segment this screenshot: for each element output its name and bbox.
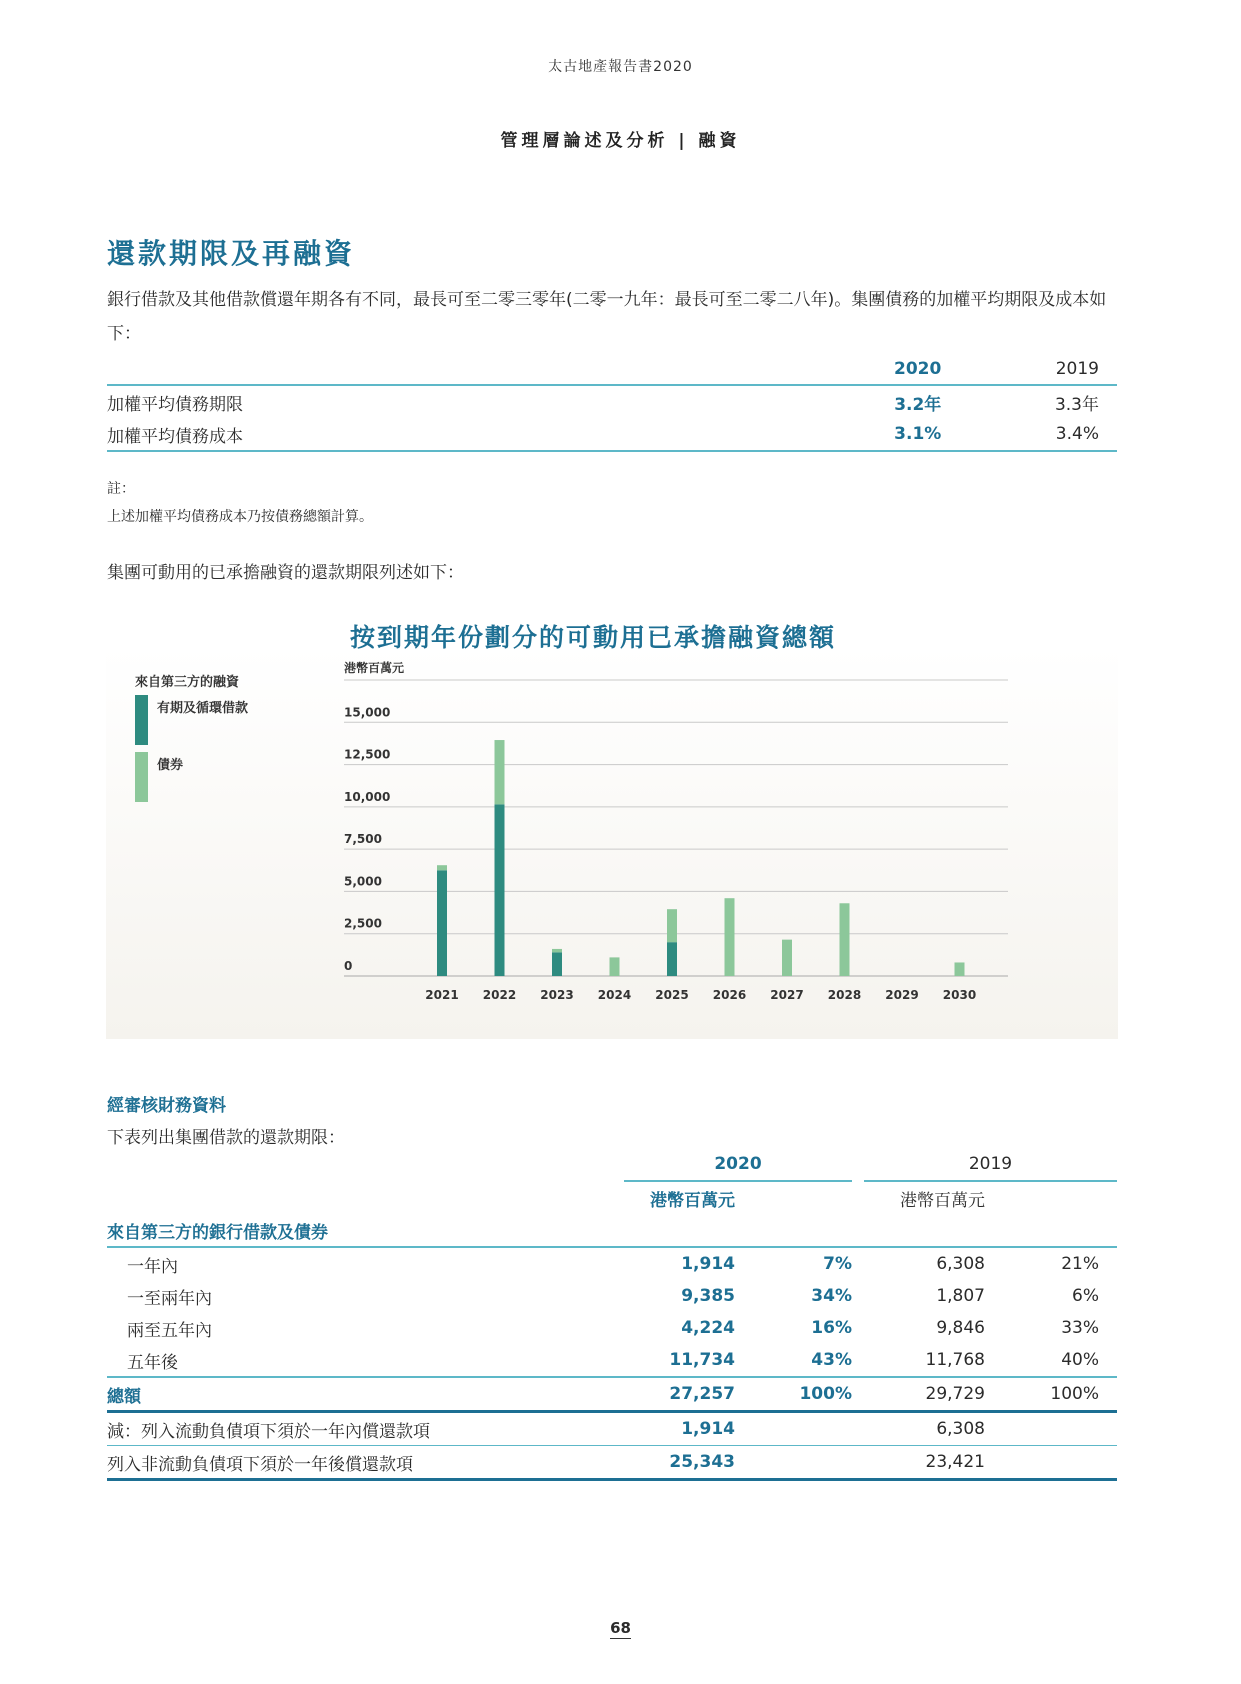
non-current-2019: 23,421 — [864, 1446, 985, 1480]
x-tick-label: 2026 — [712, 988, 747, 1002]
value-2019: 3.3年 — [1054, 394, 1099, 415]
bar-bonds-2027 — [782, 940, 792, 976]
x-tick-label: 2030 — [942, 988, 977, 1002]
col-2020: 2020 — [774, 354, 942, 385]
audited-title: 經審核財務資料 — [107, 1096, 226, 1116]
percent-2019: 33% — [1061, 1318, 1099, 1338]
percent-2019: 21% — [1061, 1254, 1099, 1274]
x-tick-label: 2028 — [827, 988, 862, 1002]
total-amount-2019: 29,729 — [864, 1377, 985, 1412]
bar-bonds-2026 — [725, 898, 735, 976]
y-tick-label: 7,500 — [344, 832, 382, 847]
table-row — [107, 1280, 1117, 1312]
y-tick-label: 5,000 — [344, 874, 382, 889]
legend-label-loans: 有期及循環借款 — [157, 701, 249, 716]
percent-2020: 7% — [823, 1254, 852, 1274]
table-row — [107, 1247, 1117, 1280]
bar-loans-2023 — [552, 952, 562, 976]
percent-2019: 6% — [1072, 1286, 1099, 1306]
page-number-text: 68 — [610, 1619, 631, 1637]
percent-2020: 34% — [811, 1286, 852, 1306]
legend-swatch-loans — [135, 695, 148, 745]
unit-header-row — [107, 1181, 1117, 1214]
legend-swatch-bonds — [135, 752, 148, 802]
row-label: 加權平均債務期限 — [107, 394, 243, 415]
y-tick-label: 12,500 — [344, 747, 391, 762]
current-portion-2020: 1,914 — [624, 1412, 735, 1446]
report-title: 太古地產報告書2020 — [548, 59, 693, 75]
current-portion-2019: 6,308 — [864, 1412, 985, 1446]
total-row — [107, 1377, 1117, 1412]
bar-bonds-2024 — [610, 957, 620, 976]
year-header-row — [107, 1148, 1117, 1181]
legend-title: 來自第三方的融資 — [135, 675, 240, 690]
bar-bonds-2023 — [552, 949, 562, 952]
note-text: 上述加權平均債務成本乃按債務總額計算。 — [107, 509, 373, 525]
x-tick-label: 2023 — [540, 988, 574, 1002]
col-2020: 2020 — [624, 1148, 852, 1181]
chart-title: 按到期年份劃分的可動用已承擔融資總額 — [350, 623, 837, 652]
amount-2020: 11,734 — [669, 1350, 735, 1370]
total-percent-2020: 100% — [735, 1377, 852, 1412]
section-header: 管理層論述及分析 | 融資 — [500, 131, 741, 151]
non-current-row — [107, 1446, 1117, 1480]
amount-2019: 6,308 — [936, 1254, 985, 1274]
y-tick-label: 0 — [344, 959, 353, 973]
x-tick-label: 2025 — [655, 988, 689, 1002]
amount-2020: 4,224 — [681, 1318, 735, 1338]
col-2019: 2019 — [941, 354, 1117, 385]
bar-bonds-2021 — [437, 865, 447, 870]
bar-loans-2025 — [667, 942, 677, 976]
value-2020: 3.2年 — [894, 394, 942, 415]
x-tick-label: 2022 — [482, 988, 517, 1002]
y-tick-label: 15,000 — [344, 705, 391, 720]
row-label: 兩至五年內 — [127, 1320, 212, 1341]
total-amount-2020: 27,257 — [624, 1377, 735, 1412]
audited-intro: 下表列出集團借款的還款期限： — [107, 1128, 345, 1148]
unit-2020: 港幣百萬元 — [650, 1190, 735, 1211]
section-row — [107, 1214, 1117, 1247]
col-2019: 2019 — [864, 1148, 1117, 1181]
y-tick-label: 10,000 — [344, 789, 391, 804]
bar-bonds-2022 — [495, 740, 505, 804]
bar-bonds-2025 — [667, 909, 677, 942]
x-tick-label: 2021 — [425, 988, 459, 1002]
x-tick-label: 2029 — [885, 988, 919, 1002]
amount-2019: 11,768 — [925, 1350, 985, 1370]
row-label: 一至兩年內 — [127, 1288, 212, 1309]
bar-loans-2021 — [437, 870, 447, 976]
chart-intro: 集團可動用的已承擔融資的還款期限列述如下： — [107, 563, 464, 583]
current-portion-row — [107, 1412, 1117, 1446]
total-percent-2019: 100% — [985, 1377, 1117, 1412]
percent-2020: 43% — [811, 1350, 852, 1370]
amount-2020: 9,385 — [681, 1286, 735, 1306]
maturity-bar-chart — [330, 660, 1020, 1015]
row-label: 五年後 — [127, 1352, 178, 1373]
bar-bonds-2028 — [840, 903, 850, 976]
non-current-2020: 25,343 — [624, 1446, 735, 1480]
note-label: 註： — [107, 481, 135, 497]
maturity-table — [107, 1148, 1117, 1481]
y-tick-label: 2,500 — [344, 916, 382, 931]
table-header-row — [107, 354, 1117, 385]
value-2020: 3.1% — [774, 418, 942, 451]
table-row — [107, 418, 1117, 451]
bar-loans-2022 — [495, 804, 505, 976]
x-tick-label: 2024 — [597, 988, 632, 1002]
table-row — [107, 385, 1117, 418]
table-row — [107, 1344, 1117, 1377]
row-label: 加權平均債務成本 — [107, 418, 774, 451]
table-row — [107, 1312, 1117, 1344]
bar-bonds-2030 — [955, 962, 965, 976]
value-2019: 3.4% — [941, 418, 1117, 451]
amount-2020: 1,914 — [681, 1254, 735, 1274]
total-label: 總額 — [107, 1377, 624, 1412]
amount-2019: 9,846 — [936, 1318, 985, 1338]
page-number — [0, 1619, 1241, 1637]
intro-paragraph: 銀行借款及其他借款償還年期各有不同，最長可至二零三零年(二零一九年：最長可至二零二八年)。集團債務的加權平均期限及成本如下： — [107, 290, 1107, 344]
x-tick-label: 2027 — [770, 988, 804, 1002]
non-current-label: 列入非流動負債項下須於一年後償還款項 — [107, 1446, 624, 1480]
percent-2019: 40% — [1061, 1350, 1099, 1370]
row-label: 一年內 — [127, 1256, 178, 1277]
debt-summary-table — [107, 354, 1117, 452]
y-axis-label: 港幣百萬元 — [344, 661, 405, 675]
amount-2019: 1,807 — [936, 1286, 985, 1306]
percent-2020: 16% — [811, 1318, 852, 1338]
unit-2019: 港幣百萬元 — [900, 1190, 985, 1211]
page-title: 還款期限及再融資 — [107, 237, 356, 270]
legend-label-bonds: 債券 — [157, 758, 184, 773]
section-label: 來自第三方的銀行借款及債券 — [107, 1214, 1117, 1247]
current-portion-label: 減：列入流動負債項下須於一年內償還款項 — [107, 1412, 624, 1446]
